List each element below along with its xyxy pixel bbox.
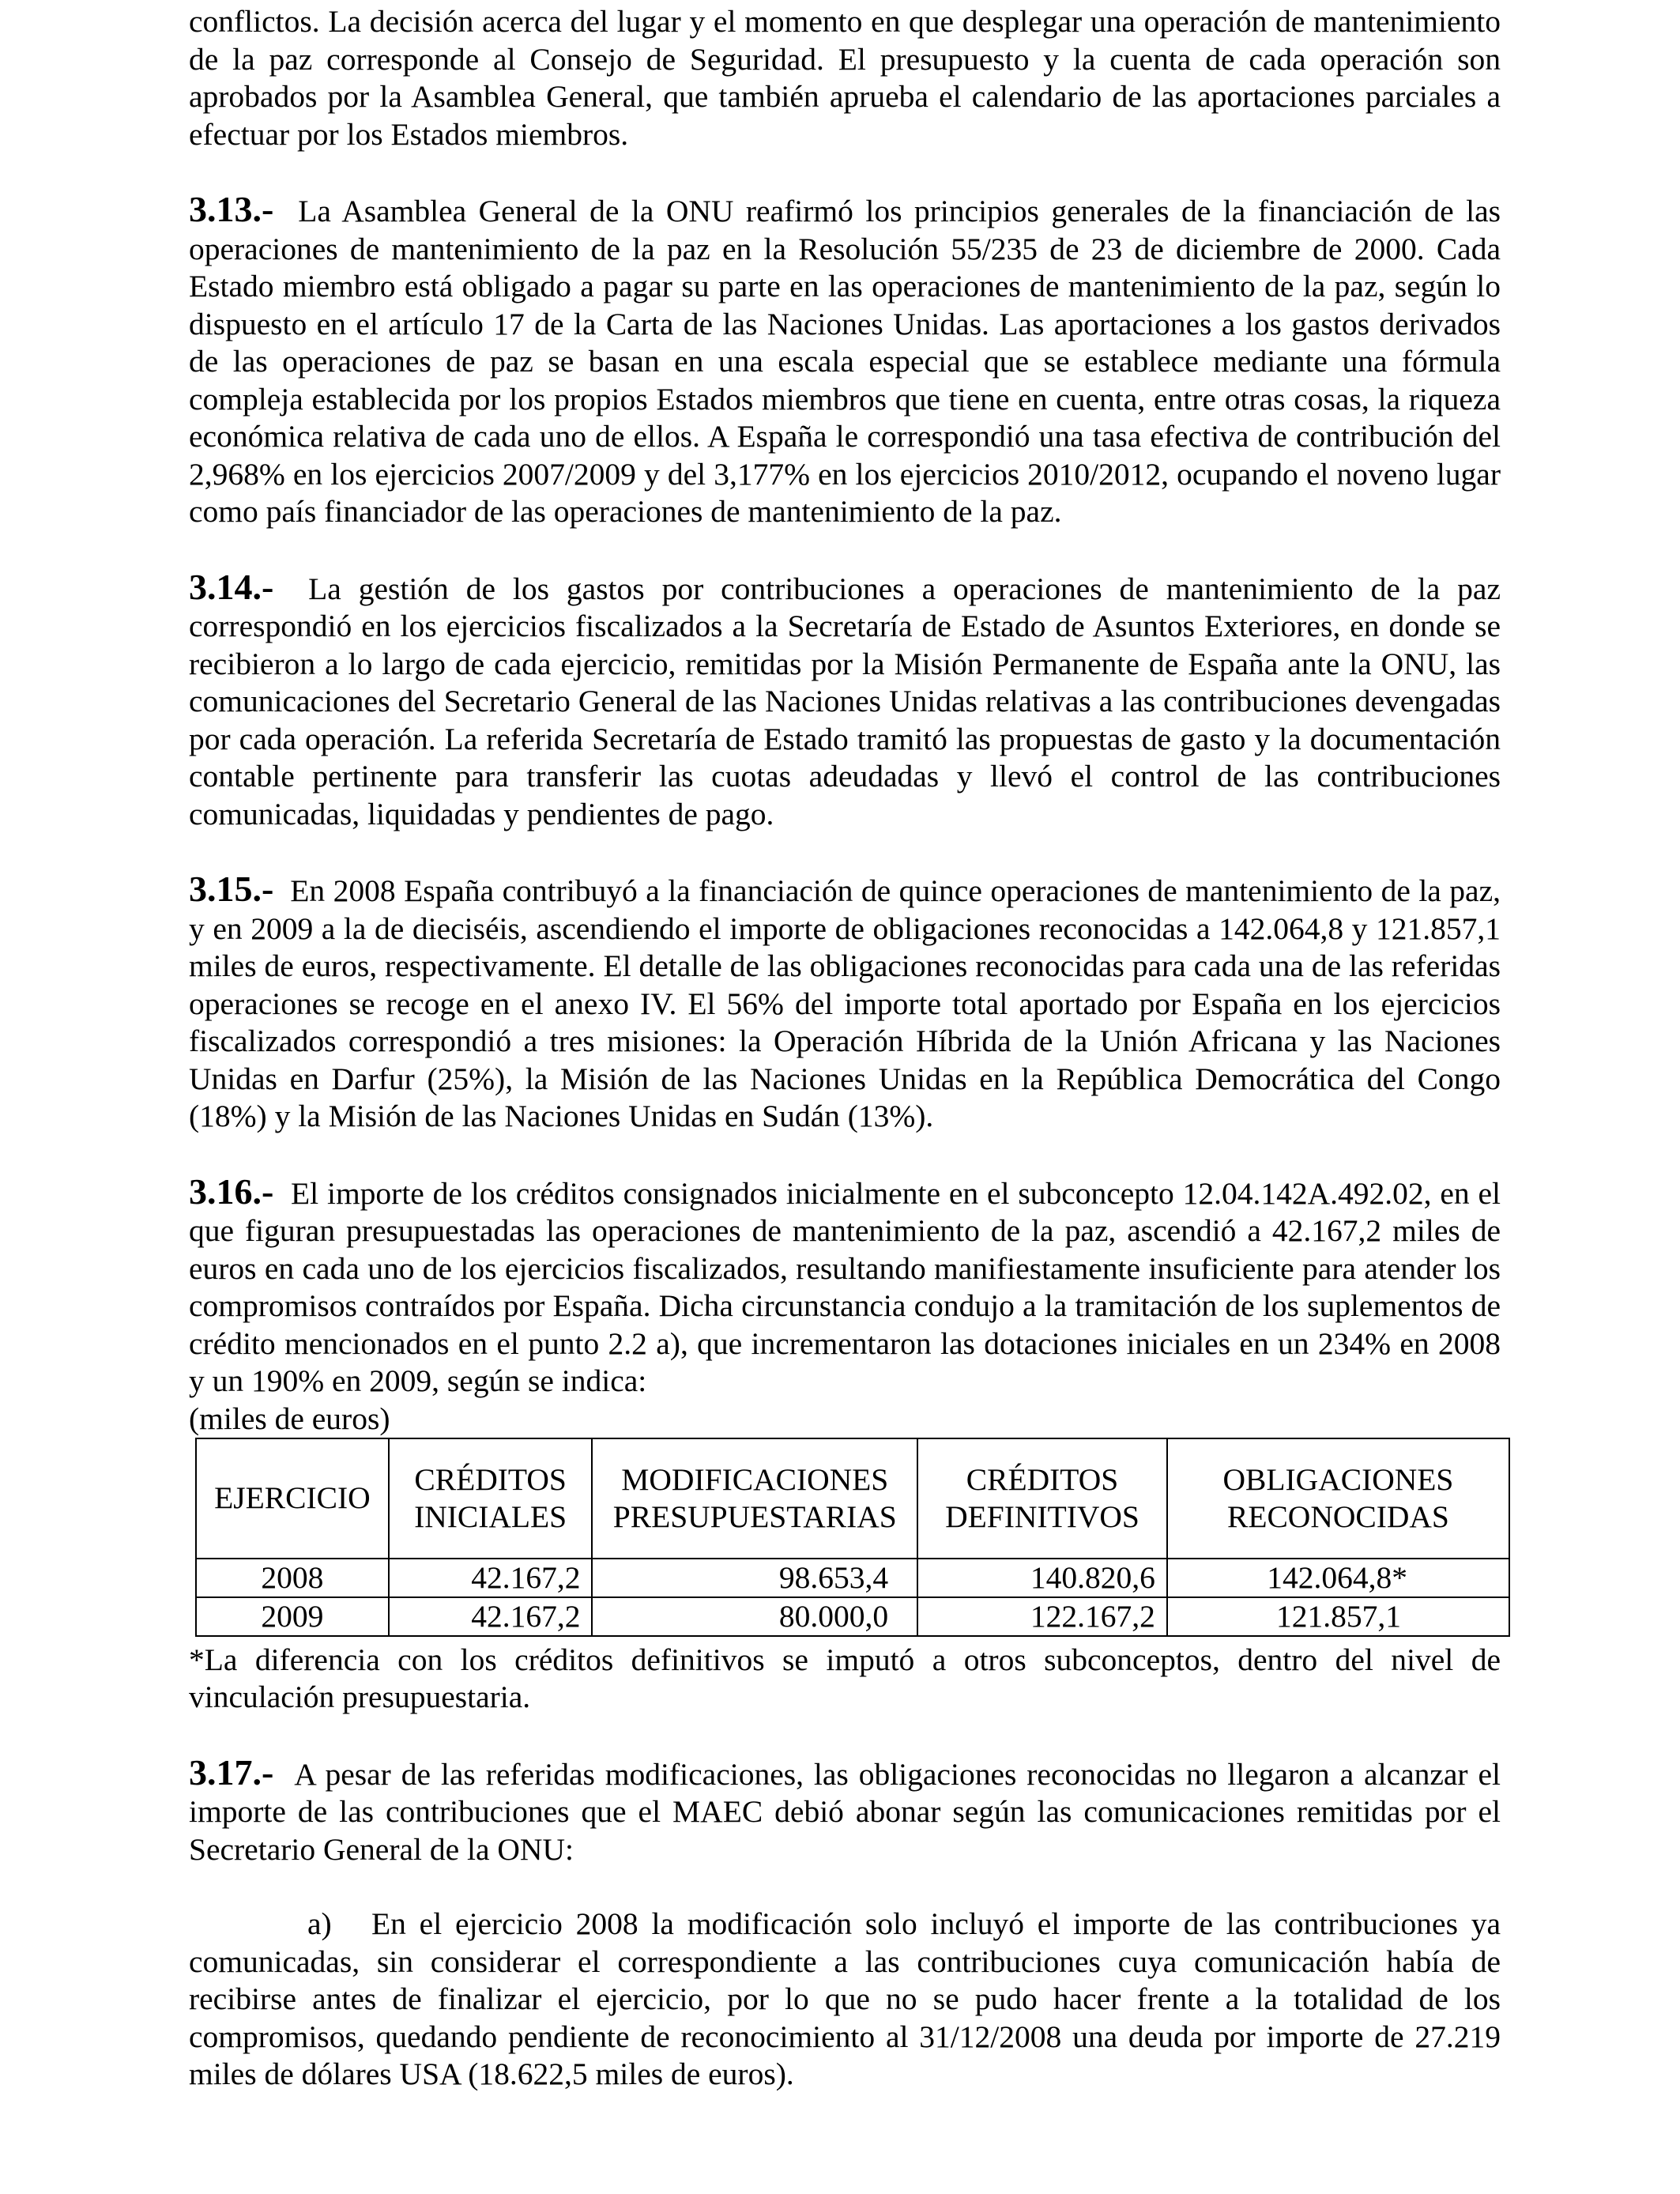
table-footnote: *La diferencia con los créditos definitivos se imputó a otros subconceptos, dentro del nivel de vinculación presupuestaria. [189,1642,1501,1714]
header-creditos-iniciales: CRÉDITOS INICIALES [389,1438,593,1559]
paragraph-3-17 [189,1751,1501,1869]
cell-definitivos: 140.820,6 [917,1559,1167,1597]
paragraph-3-14 [189,568,1501,834]
cell-modificaciones: 80.000,0 [592,1597,917,1636]
table-row [196,1559,1509,1597]
header-obligaciones: OBLIGACIONES RECONOCIDAS [1167,1438,1509,1559]
paragraph-text: La gestión de los gastos por contribuciones a operaciones de mantenimiento de la paz correspondió en los ejercicios fiscalizados a la Secretaría de Estado de Asuntos Exteriores, en donde se recibieron a lo largo de cada ejercicio, remitidas por la Misión Permanente de España ante la ONU, las comunicaciones del Secretario General de las Naciones Unidas relativas a las contribuciones devengadas por cada operación. La referida Secretaría de Estado tramitó las propuestas de gasto y la documentación contable pertinente para transferir las cuotas adeudadas y llevó el control de las contribuciones comunicadas, liquidadas y pendientes de pago. [189,571,1501,831]
cell-year: 2008 [196,1559,389,1597]
header-creditos-definitivos: CRÉDITOS DEFINITIVOS [917,1438,1167,1559]
header-ejercicio: EJERCICIO [196,1438,389,1559]
credits-table [195,1438,1510,1637]
cell-definitivos: 122.167,2 [917,1597,1167,1636]
paragraph-number: 3.15.- [189,869,274,909]
cell-iniciales: 42.167,2 [389,1597,593,1636]
cell-modificaciones: 98.653,4 [592,1559,917,1597]
paragraph-number: 3.13.- [189,189,274,229]
paragraph-3-16 [189,1173,1501,1400]
document-page [189,3,1501,2094]
table-row [196,1597,1509,1636]
table-header-row [196,1438,1509,1559]
paragraph-3-13 [189,190,1501,531]
cell-obligaciones: 121.857,1 [1167,1597,1509,1636]
paragraph-number: 3.17.- [189,1751,274,1793]
header-modificaciones: MODIFICACIONES PRESUPUESTARIAS [592,1438,917,1559]
paragraph-text: A pesar de las referidas modificaciones, las obligaciones reconocidas no llegaron a alcanzar el importe de las contribuciones que el MAEC debió abonar según las comunicaciones remitidas por el Secretario General de la ONU: [189,1756,1501,1867]
cell-iniciales: 42.167,2 [389,1559,593,1597]
paragraph-text: El importe de los créditos consignados inicialmente en el subconcepto 12.04.142A.492.02, en el que figuran presupuestadas las operaciones de mantenimiento de la paz, ascendió a 42.167,2 miles de euros en cada uno de los ejercicios fiscalizados, resultando manifiestamente insuficiente para atender los compromisos contraídos por España. Dicha circunstancia condujo a la tramitación de los suplementos de crédito mencionados en el punto 2.2 a), que incrementaron las dotaciones iniciales en un 234% en 2008 y un 190% en 2009, según se indica: [189,1175,1501,1398]
paragraph-number: 3.14.- [189,566,274,607]
cell-year: 2009 [196,1597,389,1636]
table-unit: (miles de euros) [189,1400,390,1436]
paragraph-intro: conflictos. La decisión acerca del lugar y el momento en que desplegar una operación de mantenimiento de la paz corresponde al Consejo de Seguridad. El presupuesto y la cuenta de cada operación son aprobados por la Asamblea General, que también aprueba el calendario de las aportaciones parciales a efectuar por los Estados miembros. [189,4,1501,152]
list-item-a: a) En el ejercicio 2008 la modificación solo incluyó el importe de las contribuciones ya comunicadas, sin considerar el correspondiente a las contribuciones cuya comunicación había de recibirse antes de finalizar el ejercicio, por lo que no se pudo hacer frente a la totalidad de los compromisos, quedando pendiente de reconocimiento al 31/12/2008 una deuda por importe de 27.219 miles de dólares USA (18.622,5 miles de euros). [189,1906,1501,2091]
paragraph-number: 3.16.- [189,1171,274,1212]
paragraph-text: La Asamblea General de la ONU reafirmó los principios generales de la financiación de las operaciones de mantenimiento de la paz en la Resolución 55/235 de 23 de diciembre de 2000. Cada Estado miembro está obligado a pagar su parte en las operaciones de mantenimiento de la paz, según lo dispuesto en el artículo 17 de la Carta de las Naciones Unidas. Las aportaciones a los gastos derivados de las operaciones de paz se basan en una escala especial que se establece mediante una fórmula compleja establecida por los propios Estados miembros que tiene en cuenta, entre otras cosas, la riqueza económica relativa de cada uno de ellos. A España le correspondió una tasa efectiva de contribución del 2,968% en los ejercicios 2007/2009 y del 3,177% en los ejercicios 2010/2012, ocupando el noveno lugar como país financiador de las operaciones de mantenimiento de la paz. [189,194,1501,529]
paragraph-text: En 2008 España contribuyó a la financiación de quince operaciones de mantenimiento de la paz, y en 2009 a la de dieciséis, ascendiendo el importe de obligaciones reconocidas a 142.064,8 y 121.857,1 miles de euros, respectivamente. El detalle de las obligaciones reconocidas para cada una de las referidas operaciones se recoge en el anexo IV. El 56% del importe total aportado por España en los ejercicios fiscalizados correspondió a tres misiones: la Operación Híbrida de la Unión Africana y las Naciones Unidas en Darfur (25%), la Misión de las Naciones Unidas en la República Democrática del Congo (18%) y la Misión de las Naciones Unidas en Sudán (13%). [189,873,1501,1133]
paragraph-3-15 [189,870,1501,1136]
cell-obligaciones: 142.064,8* [1167,1559,1509,1597]
